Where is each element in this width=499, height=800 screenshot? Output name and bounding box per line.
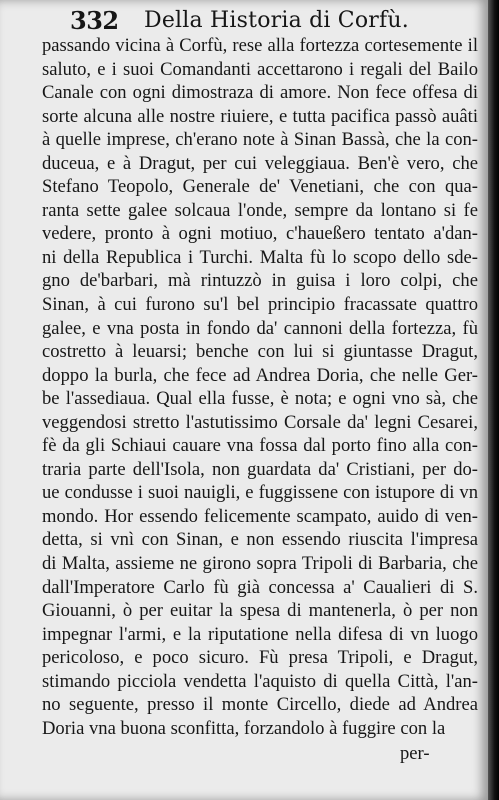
body-text: [42, 34, 478, 740]
text-line: costretto à leuarsi; benche con lui si giuntasse Dragut,: [42, 341, 478, 363]
running-title: Della Historia di Corfù.: [144, 8, 409, 33]
text-line: detta, si vnì con Sinan, e non essendo riuscita l'impresa: [42, 529, 478, 551]
page-edge-shadow: [488, 0, 499, 800]
running-head: [70, 6, 480, 36]
text-line: à quelle imprese, ch'erano note à Sinan Bassà, che la con-: [42, 129, 478, 151]
page-number: 332: [70, 6, 119, 35]
text-line: galee, e vna posta in fondo da' cannoni della fortezza, fù: [42, 317, 478, 339]
text-line: ue condusse i suoi nauigli, e fuggissene con istupore di vn: [42, 482, 478, 504]
text-line: pericoloso, e poco sicuro. Fù presa Tripoli, e Dragut,: [42, 647, 478, 669]
text-line: stimando picciola vendetta l'aquisto di quella Città, l'an-: [42, 670, 478, 692]
text-line: duceua, e à Dragut, per cui veleggiaua. Ben'è vero, che: [42, 152, 478, 174]
text-line: saluto, e i suoi Comandanti accettarono i regali del Bailo: [42, 58, 478, 80]
text-line: vedere, pronto à ogni motiuo, c'haueßero tentato a'dan-: [42, 223, 478, 245]
text-line: Canale con ogni dimostraza di amore. Non fece offesa di: [42, 82, 478, 104]
text-line: be l'assediaua. Qual ella fusse, è nota; e ogni vno sà, che: [42, 388, 478, 410]
text-line: no seguente, presso il monte Circello, diede ad Andrea: [42, 694, 478, 716]
text-line: ni della Republica i Turchi. Malta fù lo scopo dello sde-: [42, 246, 478, 268]
text-line: ranta sette galee solcaua l'onde, sempre da lontano si fe: [42, 199, 478, 221]
text-line: impegnar l'armi, e la riputatione nella difesa di vn luogo: [42, 623, 478, 645]
text-line: di Malta, assieme ne girono sopra Tripoli di Barbaria, che: [42, 553, 478, 575]
text-line: veggendosi stretto l'astutissimo Corsale da' legni Cesarei,: [42, 411, 478, 433]
text-line: gno de'barbari, mà rintuzzò in guisa i loro colpi, che: [42, 270, 478, 292]
text-line: Giouanni, ò per euitar la spesa di mantenerla, ò per non: [42, 600, 478, 622]
text-line: traria parte dell'Isola, non guardata da' Cristiani, per do-: [42, 458, 478, 480]
text-line: dall'Imperatore Carlo fù già concessa a' Caualieri di S.: [42, 576, 478, 598]
text-line: doppo la burla, che fece ad Andrea Doria, che nelle Ger-: [42, 364, 478, 386]
text-line: Doria vna buona sconfitta, forzandolo à fuggire con la: [42, 717, 446, 739]
text-line: sorte alcuna alle nostre riuiere, e tutta pacifica passò auâti: [42, 105, 478, 127]
catchword: per-: [400, 743, 430, 764]
text-line: fè da gli Schiaui cauare vna fossa dal porto fino alla con-: [42, 435, 478, 457]
text-line: Stefano Teopolo, Generale de' Venetiani, che con qua-: [42, 176, 478, 198]
text-line: Sinan, à cui furono su'l bel principio fracassate quattro: [42, 294, 478, 316]
text-line: passando vicina à Corfù, rese alla fortezza cortesemente il: [42, 35, 478, 56]
text-line: mondo. Hor essendo felicemente scampato, auido di ven-: [42, 505, 478, 527]
